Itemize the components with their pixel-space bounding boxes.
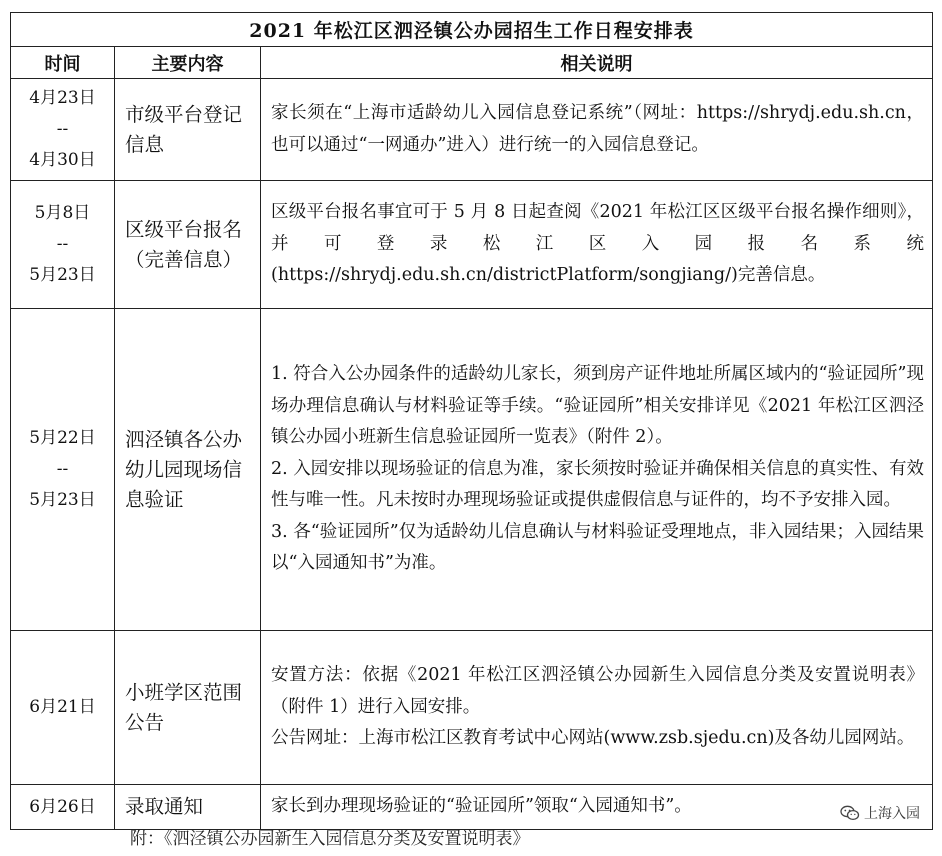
date-cell [11,785,115,830]
date-start: 5月8日 [34,203,91,223]
table-row [11,79,933,181]
description-paragraph: 2. 入园安排以现场验证的信息为准，家长须按时验证并确保相关信息的真实性、有效性与唯一性。凡未按时办理现场验证或提供虚假信息与证件的，均不予安排入园。 [271,458,924,511]
description-cell [261,79,933,181]
date-end: 5月23日 [29,490,96,510]
date-start: 4月23日 [29,88,96,108]
table-row [11,309,933,631]
date-cell [11,309,115,631]
date-start: 6月21日 [29,697,96,717]
header-time: 时间 [11,47,115,79]
content-cell: 小班学区范围公告 [115,631,261,785]
content-cell: 泗泾镇各公办幼儿园现场信息验证 [115,309,261,631]
header-row [11,47,933,79]
date-cell [11,631,115,785]
description-cell [261,631,933,785]
description-paragraph: 家长须在“上海市适龄幼儿入园信息登记系统”（网址：https://shrydj.edu.sh.cn，也可以通过“一网通办”进入）进行统一的入园信息登记。 [271,103,924,155]
table-title: 2021 年松江区泗泾镇公办园招生工作日程安排表 [11,13,933,47]
watermark-text: 上海入园 [864,806,920,822]
description-paragraph: 安置方法：依据《2021 年松江区泗泾镇公办园新生入园信息分类及安置说明表》（附件 1）进行入园安排。 [271,665,924,717]
description-cell [261,309,933,631]
header-content: 主要内容 [115,47,261,79]
description-paragraph: 1. 符合入公办园条件的适龄幼儿家长，须到房产证件地址所属区域内的“验证园所”现场办理信息确认与材料验证等手续。“验证园所”相关安排详见《2021 年松江区泗泾镇公办园小班新生信息验证园所一览表》（附件 2）。 [271,364,924,448]
date-cell [11,181,115,309]
date-end: 4月30日 [29,150,96,170]
content-cell: 市级平台登记信息 [115,79,261,181]
description-cell [261,181,933,309]
footer-cutoff-text: 附：《泗泾镇公办园新生入园信息分类及安置说明表》 [130,829,530,849]
description-paragraph: 家长到办理现场验证的“验证园所”领取“入园通知书”。 [271,796,692,817]
content-cell: 区级平台报名（完善信息） [115,181,261,309]
description-paragraph: 区级平台报名事宜可于 5 月 8 日起查阅《2021 年松江区区级平台报名操作细则》，并可登录松江区入园报名系统(https://shrydj.edu.sh.cn/districtPlatform/songjiang/)完善信息。 [271,202,924,286]
description-paragraph: 公告网址：上海市松江区教育考试中心网站(www.zsb.sjedu.cn)及各幼儿园网站。 [271,728,915,749]
date-separator: -- [56,459,69,479]
date-start: 6月26日 [29,796,96,817]
wechat-icon [840,805,860,821]
description-cell [261,785,933,830]
date-cell [11,79,115,181]
content-cell: 录取通知 [115,785,261,830]
table-row [11,631,933,785]
watermark [840,803,920,823]
date-end: 5月23日 [29,265,96,285]
header-description: 相关说明 [261,47,933,79]
schedule-table [10,12,933,830]
description-paragraph: 3. 各“验证园所”仅为适龄幼儿信息确认与材料验证受理地点，非入园结果；入园结果以“入园通知书”为准。 [271,521,924,574]
date-separator: -- [56,234,69,254]
date-separator: -- [56,119,69,139]
table-row [11,785,933,830]
table-row [11,181,933,309]
date-start: 5月22日 [29,428,96,448]
